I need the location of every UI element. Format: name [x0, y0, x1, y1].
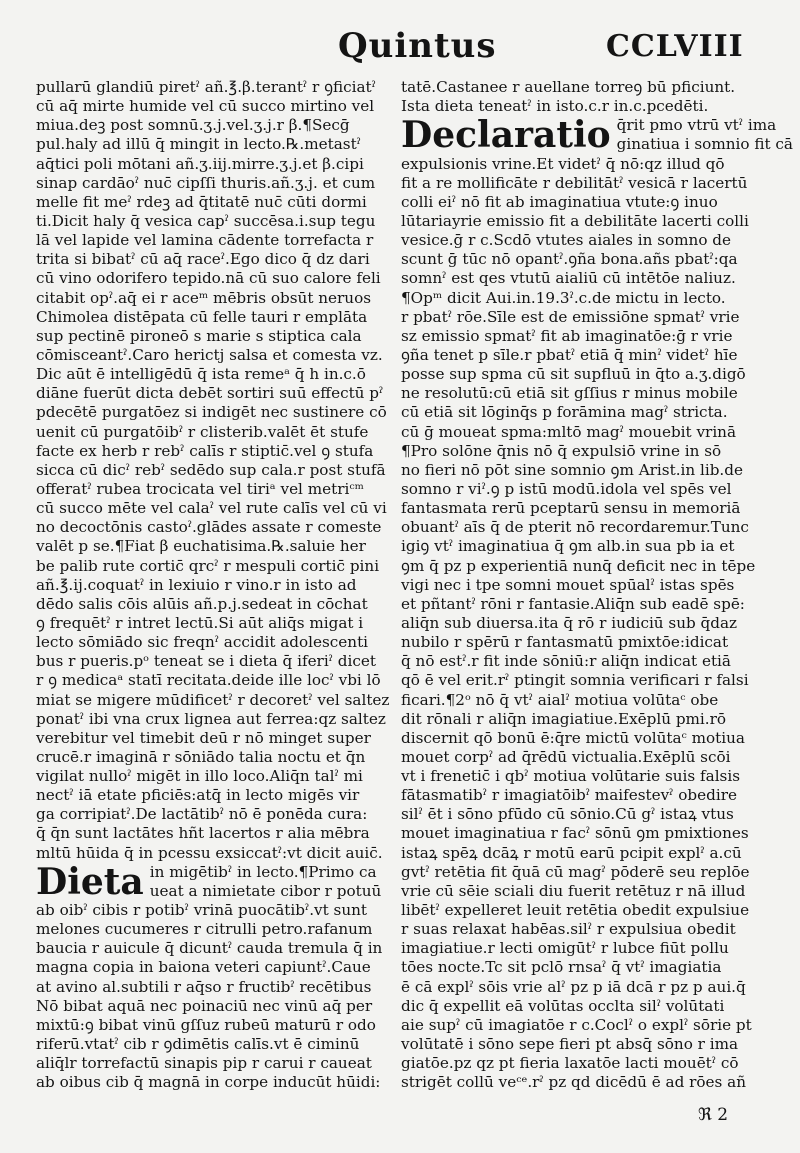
- text-line: obuantˀ aīs q̄ de pterit nō recordaremur.Tunc: [401, 518, 749, 537]
- text-line: pdecētē purgatōez si indigēt nec sustinere cō: [36, 403, 387, 422]
- dieta-initial: Dieta: [36, 860, 144, 903]
- text-line: aliq̄lr torrefactū sinapis pip r carui r caueat: [36, 1054, 372, 1073]
- text-line: cū succo mēte vel calaˀ vel rute calīs vel cū vi: [36, 499, 387, 518]
- text-line: cū etiā sit lōginq̄s p forāmina magˀ stricta.: [401, 403, 728, 422]
- text-line: istaꝝ spēꝝ dcāꝝ r motū earū pcipit explˀ a.cū: [401, 843, 742, 862]
- text-line: libētˀ expelleret leuit retētia obedit expulsiue: [401, 901, 750, 920]
- text-line: ginatiua i somnio fit cā: [616, 135, 793, 154]
- text-line: vesice.ḡ r c.Scdō vtutes aiales in somno de: [401, 231, 731, 250]
- text-line: diāne fuerūt dicta debēt sortiri suū effectū pˀ: [36, 384, 384, 403]
- text-line: vigilat nulloˀ migēt in illo loco.Aliq̄n talˀ mi: [36, 767, 363, 786]
- text-line: sinap cardāoˀ nuc̄ cipſſi thuris.añ.ʒ.j. et cum: [36, 173, 376, 192]
- text-line: lecto sōmiādo sic freqnˀ accidit adolescenti: [36, 633, 369, 652]
- text-line: ab oibus cib q̄ magnā in corpe inducūt hūidi:: [36, 1073, 381, 1092]
- text-line: r ꝯ medicaᵃ statī recitata.deide ille locˀ vbi lō: [36, 671, 381, 690]
- text-line: melones cucumeres r citrulli petro.rafanum: [36, 920, 373, 939]
- text-line: cū vino odorifero tepido.nā cū suo calore feli: [36, 269, 381, 288]
- text-line: imagiatiue.r lecti omigūtˀ r lubce fiūt pollu: [401, 939, 729, 958]
- text-line: lā vel lapide vel lamina cādente torrefacta r: [36, 231, 374, 250]
- text-line: fantasmata rerū pceptarū sensu in memoriā: [401, 499, 741, 518]
- left-column: [36, 78, 404, 1092]
- text-line: riferū.vtatˀ cib r ꝯdimētis calīs.vt ē ciminū: [36, 1035, 360, 1054]
- text-line: añ.℥.ij.coquatˀ in lexiuio r vino.r in isto ad: [36, 575, 357, 594]
- text-line: ē cā explˀ sōis vrie alˀ pz p iā dcā r pz p aui.q̄: [401, 977, 746, 996]
- text-line: somno r viˀ.ꝯ p istū modū.idola vel spēs vel: [401, 479, 732, 498]
- text-line: Ista dieta teneatˀ in isto.c.r in.c.pcedēti.: [401, 97, 709, 116]
- text-line: be palib rute cortic̄ qrcˀ r mespuli cortic̄ pini: [36, 556, 380, 575]
- text-line: Dic aūt ē intelligēdū q̄ ista remeᵃ q̄ h in.c.ō: [36, 365, 366, 384]
- text-line: ꝯ frequētˀ r intret lectū.Si aūt aliq̄s migat i: [36, 613, 364, 632]
- text-line: q̄ nō estˀ.r fit inde sōniū:r aliq̄n indicat etiā: [401, 652, 731, 671]
- declaratio-section: [401, 114, 793, 173]
- text-line: in migētibˀ in lecto.¶Primo ca: [149, 862, 377, 881]
- text-line: sz emissio spmatˀ fit ab imaginatōe:ḡ r vrie: [401, 326, 733, 345]
- text-line: r pbatˀ rōe.Sīle est de emissiōne spmatˀ vrie: [401, 307, 740, 326]
- text-line: cū ḡ moueat spma:mltō magˀ mouebit vrinā: [401, 422, 737, 441]
- text-line: igiꝯ vtˀ imaginatiua q̄ ꝯm alb.in sua pb ia et: [401, 537, 735, 556]
- text-line: fit a re mollificāte r debilitātˀ vesicā r lacertū: [401, 173, 748, 192]
- text-line: tatē.Castanee r auellane torreꝯ bū pficiunt.: [401, 78, 736, 96]
- text-line: sup pectinē pironeō s marie s stiptica cala: [36, 326, 362, 345]
- dieta-section: [36, 860, 404, 920]
- text-line: vrie cū sēie sciali diu fuerit retētuz r nā illud: [401, 881, 746, 900]
- text-line: fātasmatibˀ r imagiatōibˀ maifestevˀ obedire: [401, 786, 737, 805]
- declaratio-initial: Declaratio: [401, 114, 611, 157]
- text-line: strigēt collū veᶜᵉ.rˀ pz qd dicēdū ē ad rōes añ: [401, 1073, 747, 1092]
- left-text-block-a: [36, 78, 404, 863]
- text-line: Chimolea distēpata cū felle tauri r emplāta: [36, 307, 368, 326]
- text-line: q̄rit pmo vtrū vtˀ ima: [616, 116, 777, 135]
- text-line: aliq̄n sub diuersa.ita q̄ rō r iudiciū sub q̄daz: [401, 613, 738, 632]
- text-line: ga corripiatˀ.De lactātibˀ nō ē ponēda cura:: [36, 805, 368, 824]
- text-line: miat se migere mūdificetˀ r decoretˀ vel saltez: [36, 690, 390, 709]
- text-line: ti.Dicit haly q̄ vesica capˀ succēsa.i.sup tegu: [36, 211, 376, 230]
- text-line: qō ē vel erit.rˀ ptingit somnia verificari r falsi: [401, 671, 749, 690]
- text-line: at avino al.subtili r aq̄so r fructibˀ recētibus: [36, 977, 372, 996]
- text-line: et pñtantˀ rōni r fantasie.Aliq̄n sub eadē spē:: [401, 594, 745, 613]
- text-line: giatōe.pz qz pt fieria laxatōe lacti mouētˀ cō: [401, 1054, 739, 1073]
- text-line: posse sup spma cū sit supfluū in q̄to a.ʒ.digō: [401, 365, 746, 384]
- text-line: ficari.¶2ᵒ nō q̄ vtˀ aialˀ motiua volūtaᶜ obe: [401, 690, 719, 709]
- text-line: dit rōnali r aliq̄n imagiatiue.Exēplū pmi.rō: [401, 709, 727, 728]
- text-line: aie supˀ cū imagiatōe r c.Coclˀ o explˀ sōrie pt: [401, 1015, 752, 1034]
- text-line: discernit qō bonū ē:q̄re mictū volūtaᶜ motiua: [401, 728, 745, 747]
- text-line: ueat a nimietate cibor r potuū: [149, 881, 382, 900]
- text-line: cōmisceantˀ.Caro herictj salsa et comesta vz.: [36, 345, 383, 364]
- text-line: magna copia in baiona veteri capiuntˀ.Caue: [36, 958, 371, 977]
- text-line: silˀ ēt i sōno pfūdo cū sōnio.Cū gˀ istaꝝ vtus: [401, 805, 734, 824]
- text-line: aq̄tici poli mōtani añ.ʒ.iij.mirre.ʒ.j.et β.cipi: [36, 154, 364, 173]
- text-line: dic q̄ expellit eā volūtas occlta silˀ volūtati: [401, 996, 725, 1015]
- running-title: Quintus: [338, 26, 497, 66]
- text-line: citabit opˀ.aq̄ ei r aceᵐ mēbris obsūt neruos: [36, 288, 372, 307]
- text-line: ¶Opᵐ dicit Aui.in.19.3ˀ.c.de mictu in lecto.: [401, 288, 726, 307]
- text-line: mouet imaginatiua r facˀ sōnū ꝯm pmixtiones: [401, 824, 749, 843]
- text-line: bus r pueris.pᵒ teneat se i dieta q̄ iferiˀ dicet: [36, 652, 376, 671]
- left-text-block-b: [36, 920, 404, 1092]
- text-line: facte ex herb r rebˀ calīs r stiptic̄.vel ꝯ stufa: [36, 441, 374, 460]
- right-column: [401, 78, 793, 1092]
- text-line: melle fit meˀ rdeꝫ ad q̄titatē nuc̄ cūti dormi: [36, 192, 367, 211]
- text-line: vigi nec i tpe somni mouet spūalˀ istas spēs: [401, 575, 735, 594]
- text-line: volūtatē i sōno sepe fieri pt absq̄ sōno r ima: [401, 1035, 739, 1054]
- right-text-block-b: [401, 174, 771, 1093]
- text-line: q̄ q̄n sunt lactātes hñt lacertos r alia mēbra: [36, 824, 370, 843]
- text-line: cū aq̄ mirte humide vel cū succo mirtino vel: [36, 97, 375, 116]
- folio-number: CCLVIII: [606, 29, 744, 64]
- right-text-block-a: [401, 78, 771, 116]
- text-line: miua.deꝫ post somnū.ʒ.j.vel.ʒ.j.r β.¶Secḡ: [36, 116, 350, 135]
- text-line: ponatˀ ibi vna crux lignea aut ferrea:qz saltez: [36, 709, 386, 728]
- signature-mark: ℜ 2: [698, 1105, 729, 1125]
- text-line: mltū hūida q̄ in pcessu exsiccatˀ:vt dicit auic̄.: [36, 843, 383, 862]
- text-line: ab oibˀ cibis r potibˀ vrinā puocātibˀ.vt sunt: [36, 901, 368, 920]
- text-line: tōes nocte.Tc sit pclō rnsaˀ q̄ vtˀ imagiatia: [401, 958, 722, 977]
- text-line: no fieri nō pōt sine somnio ꝯm Arist.in lib.de: [401, 460, 743, 479]
- text-line: no decoctōnis castoˀ.glādes assate r comeste: [36, 518, 382, 537]
- text-line: baucia r auicule q̄ dicuntˀ cauda tremula q̄ in: [36, 939, 383, 958]
- text-line: r suas relaxat habēas.silˀ r expulsiua obedit: [401, 920, 736, 939]
- text-line: scunt ḡ tūc nō opantˀ.ꝯña bona.añs pbatˀ:qa: [401, 250, 738, 269]
- text-line: Nō bibat aquā nec poinaciū nec vinū aq̄ per: [36, 996, 373, 1015]
- text-line: nectˀ iā etate pficiēs:atq̄ in lecto migēs vir: [36, 786, 360, 805]
- text-line: colli eiˀ nō fit ab imaginatiua vtute:ꝯ inuo: [401, 192, 718, 211]
- text-line: valēt p se.¶Fiat β euchatisima.℞.saluie her: [36, 537, 366, 556]
- text-line: ¶Pro solōne q̄nis nō q̄ expulsiō vrine in sō: [401, 441, 722, 460]
- text-line: vt i frenetic̄ i qbˀ motiua volūtarie suis falsis: [401, 767, 740, 786]
- text-line: trita si bibatˀ cū aq̄ raceˀ.Ego dico q̄ dz dari: [36, 250, 370, 269]
- text-line: pul.haly ad illū q̄ mingit in lecto.℞.metastˀ: [36, 135, 361, 154]
- text-line: gvtˀ retētia fit q̄uā cū magˀ pōderē seu replōe: [401, 862, 750, 881]
- text-line: mouet corpˀ ad q̄rēdū victualia.Exēplū scōi: [401, 747, 731, 766]
- text-line: pullarū glandiū piretˀ añ.℥.β.terantˀ r ꝯficiatˀ: [36, 78, 376, 96]
- text-line: ꝯm q̄ pz p experientiā nunq̄ deficit nec in tēpe: [401, 556, 756, 575]
- running-head: [0, 22, 800, 72]
- text-line: expulsionis vrine.Et videtˀ q̄ nō:qz illud qō: [401, 154, 725, 173]
- text-line: somnˀ est qes vtutū aialiū cū intētōe naliuz.: [401, 269, 736, 288]
- text-line: offeratˀ rubea trocicata vel tiriᵃ vel metriᶜᵐ: [36, 479, 364, 498]
- text-line: ꝯña tenet p sīle.r pbatˀ etiā q̄ minˀ videtˀ hīe: [401, 345, 738, 364]
- text-line: ne resolutū:cū etiā sit gſſius r minus mobile: [401, 384, 738, 403]
- text-line: uenit cū purgatōibˀ r clisterib.valēt ēt stufe: [36, 422, 369, 441]
- text-line: crucē.r imaginā r sōniādo talia noctu et q̄n: [36, 747, 366, 766]
- text-line: lūtariayrie emissio fit a debilitāte lacerti colli: [401, 211, 749, 230]
- text-line: nubilo r spērū r fantasmatū pmixtōe:idicat: [401, 633, 729, 652]
- text-line: sicca cū dicˀ rebˀ sedēdo sup cala.r post stufā: [36, 460, 386, 479]
- text-line: dēdo salis cōis alūis añ.p.j.sedeat in cōchat: [36, 594, 368, 613]
- text-line: mixtū:ꝯ bibat vinū gſſuz rubeū maturū r odo: [36, 1015, 376, 1034]
- text-line: verebitur vel timebit deū r nō minget super: [36, 728, 371, 747]
